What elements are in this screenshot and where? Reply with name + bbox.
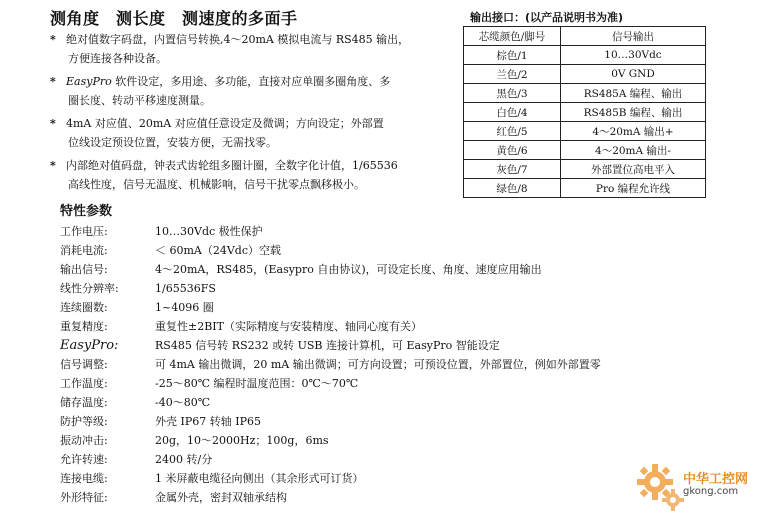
spec-row <box>60 431 680 450</box>
spec-label: 允许转速: <box>60 453 108 466</box>
output-port-table <box>463 26 706 198</box>
spec-list <box>60 222 680 507</box>
table-row <box>464 179 706 198</box>
signal-cell: 4～20mA 输出+ <box>561 122 706 141</box>
spec-value: 可 4mA 输出微调，20 mA 输出微调；可方向设置；可预设位置，外部置位，例如外部置零 <box>155 358 601 371</box>
feature-item <box>50 30 450 68</box>
signal-cell: 10…30Vdc <box>561 46 706 65</box>
port-table-title: 输出接口：(以产品说明书为准) <box>470 11 624 24</box>
header-signal-output: 信号输出 <box>561 27 706 46</box>
spec-row <box>60 260 680 279</box>
table-header-row <box>464 27 706 46</box>
table-row <box>464 103 706 122</box>
spec-row <box>60 222 680 241</box>
bullet-star: * <box>50 75 56 88</box>
spec-row <box>60 450 680 469</box>
spec-label: 储存温度: <box>60 396 108 409</box>
spec-value: 1~4096 圈 <box>155 301 214 314</box>
spec-label: 消耗电流: <box>60 244 108 257</box>
wire-color-cell: 黄色/6 <box>464 141 561 160</box>
bullet-star: * <box>50 117 56 130</box>
spec-value: RS485 信号转 RS232 或转 USB 连接计算机，可 EasyPro 智能设定 <box>155 339 500 352</box>
feature-list <box>50 30 450 198</box>
wire-color-cell: 灰色/7 <box>464 160 561 179</box>
table-row <box>464 46 706 65</box>
gkong-watermark <box>633 458 763 516</box>
bullet-star: * <box>50 159 56 172</box>
table-row <box>464 141 706 160</box>
spec-label: 工作电压: <box>60 225 108 238</box>
spec-row <box>60 488 680 507</box>
spec-row <box>60 241 680 260</box>
spec-label: 线性分辨率: <box>60 282 119 295</box>
wire-color-cell: 黑色/3 <box>464 84 561 103</box>
table-row <box>464 160 706 179</box>
feature-line: 绝对值数字码盘，内置信号转换,4～20mA 模拟电流与 RS485 输出， <box>66 33 410 46</box>
spec-label: 外形特征: <box>60 491 108 504</box>
signal-cell: RS485A 编程、输出 <box>561 84 706 103</box>
spec-row <box>60 412 680 431</box>
spec-row <box>60 393 680 412</box>
spec-label: EasyPro: <box>60 338 119 353</box>
signal-cell: 外部置位高电平入 <box>561 160 706 179</box>
spec-value: 2400 转/分 <box>155 453 213 466</box>
signal-cell: RS485B 编程、输出 <box>561 103 706 122</box>
header-wire-color: 芯缆颜色/脚号 <box>464 27 561 46</box>
spec-value: 20g，10～2000Hz；100g，6ms <box>155 434 329 447</box>
signal-cell: Pro 编程允许线 <box>561 179 706 198</box>
feature-line: 位线设定预设位置，安装方便，无需找零。 <box>68 136 277 149</box>
feature-item <box>50 156 450 194</box>
table-row <box>464 84 706 103</box>
spec-value: 重复性±2BIT（实际精度与安装精度、轴同心度有关） <box>155 320 422 333</box>
spec-value: 1 米屏蔽电缆径向侧出（其余形式可订货） <box>155 472 364 485</box>
spec-value: ＜ 60mA（24Vdc）空载 <box>155 244 282 257</box>
feature-line-text: 软件设定，多用途、多功能，直接对应单圈多圈角度、多 <box>111 75 391 88</box>
specs-heading: 特性参数 <box>60 204 113 219</box>
spec-row <box>60 374 680 393</box>
watermark-url: gkong.com <box>683 486 739 497</box>
spec-row <box>60 336 680 355</box>
spec-value: 1/65536FS <box>155 282 216 295</box>
spec-value: 4～20mA，RS485，(Easypro 自由协议)，可设定长度、角度、速度应用输出 <box>155 263 542 276</box>
spec-value: -25～80℃ 编程时温度范围：0℃～70℃ <box>155 377 359 390</box>
feature-item <box>50 114 450 152</box>
feature-item <box>50 72 450 110</box>
spec-value: 金属外壳，密封双轴承结构 <box>155 491 287 504</box>
spec-value: -40～80℃ <box>155 396 211 409</box>
spec-label: 工作温度: <box>60 377 108 390</box>
spec-label: 输出信号: <box>60 263 108 276</box>
spec-label: 连接电缆: <box>60 472 108 485</box>
spec-row <box>60 355 680 374</box>
easypro-brand: EasyPro <box>66 75 112 88</box>
feature-line: 高线性度，信号无温度、机械影响，信号干扰零点飘移极小。 <box>68 178 365 191</box>
spec-row <box>60 317 680 336</box>
bullet-star: * <box>50 33 56 46</box>
spec-label: 振动冲击: <box>60 434 108 447</box>
feature-line <box>66 72 450 91</box>
feature-line: 内部绝对值码盘，钟表式齿轮组多圈计圈，全数字化计值，1/65536 <box>66 159 398 172</box>
spec-label: 连续圈数: <box>60 301 108 314</box>
page-title: 测角度 测长度 测速度的多面手 <box>50 9 298 28</box>
spec-label: 重复精度: <box>60 320 108 333</box>
watermark-text: 中华工控网 <box>683 472 749 487</box>
signal-cell: 4～20mA 输出- <box>561 141 706 160</box>
spec-value: 外壳 IP67 转轴 IP65 <box>155 415 261 428</box>
wire-color-cell: 兰色/2 <box>464 65 561 84</box>
feature-line: 圈长度、转动平移速度测量。 <box>68 94 211 107</box>
spec-value: 10…30Vdc 极性保护 <box>155 225 263 238</box>
table-row <box>464 65 706 84</box>
wire-color-cell: 白色/4 <box>464 103 561 122</box>
spec-label: 信号调整: <box>60 358 108 371</box>
spec-row <box>60 298 680 317</box>
wire-color-cell: 棕色/1 <box>464 46 561 65</box>
wire-color-cell: 绿色/8 <box>464 179 561 198</box>
spec-label: 防护等级: <box>60 415 108 428</box>
wire-color-cell: 红色/5 <box>464 122 561 141</box>
table-row <box>464 122 706 141</box>
feature-line: 方便连接各种设备。 <box>68 52 167 65</box>
feature-line: 4mA 对应值、20mA 对应值任意设定及微调；方向设定；外部置 <box>66 117 384 130</box>
signal-cell: 0V GND <box>561 65 706 84</box>
spec-row <box>60 279 680 298</box>
spec-row <box>60 469 680 488</box>
